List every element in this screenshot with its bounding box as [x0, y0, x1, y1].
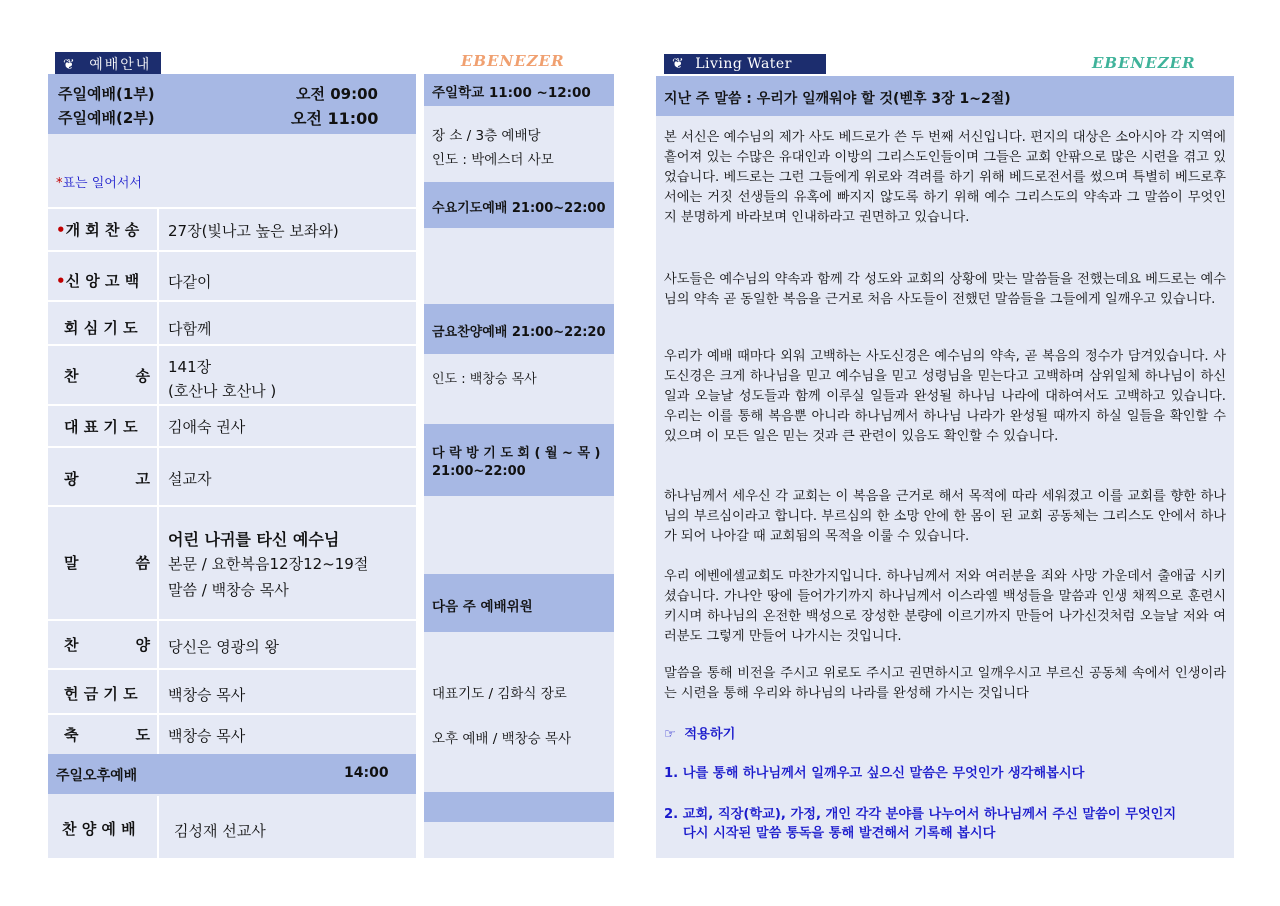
service2-time: 오전 11:00 [291, 109, 379, 128]
order-value-hymn-title: (호산나 호산나 ) [168, 382, 277, 400]
praise-service-label: 찬 양 예 배 [62, 820, 136, 838]
order-value-representative-prayer: 김애숙 권사 [168, 418, 246, 436]
friday-praise-header: 금요찬양예배 21:00~22:20 [432, 325, 606, 340]
sunday-school-header: 주일학교 11:00 ~12:00 [432, 85, 591, 101]
sermon-paragraph-5: 우리 에벤에셀교회도 마찬가지입니다. 하나님께서 저와 여러분을 죄와 사망 가운데서 출애굽 시키셨습니다. 가나안 땅에 들어가기까지 하나님께서 이스라엘 백성들을 말씀과 인생 채찍으로 훈련시키시며 하나님의 온전한 백성으로 장성한 분량에 이르기까지 만들어 나가신것처럼 오늘날 저와 여러분도 그렇게 만들어 나가시는 것입니다. [664, 569, 1226, 644]
upper-room-prayer-header: 다 락 방 기 도 회 ( 월 ~ 목 ) [432, 446, 601, 461]
order-label-offering-prayer: 헌 금 기 도 [64, 685, 138, 703]
order-value-announcements: 설교자 [168, 470, 212, 488]
sermon-paragraph-2: 사도들은 예수님의 약속과 함께 각 성도와 교회의 상황에 맞는 말씀들을 전했는데요 베드로는 예수님의 약속 곧 동일한 복음을 근거로 처음 사도들이 전했던 말씀들을 그들에게 일깨우고 있습니다. [664, 272, 1226, 307]
sunday-school-guide: 인도 : 박에스더 사모 [432, 152, 554, 168]
order-value-opening-hymn: 27장(빛나고 높은 보좌와) [168, 222, 339, 240]
ornament-icon: ❦ [63, 57, 77, 73]
application-title: ☞ 적용하기 [664, 727, 736, 742]
order-label-sermon: 말 씀 [64, 554, 150, 572]
wednesday-prayer-header: 수요기도예배 21:00~22:00 [432, 201, 606, 216]
next-week-committee-header: 다음 주 예배위원 [432, 599, 533, 615]
afternoon-service-time: 14:00 [344, 765, 389, 781]
order-value-hymn: 141장 [168, 358, 212, 376]
sermon-paragraph-4: 하나님께서 세우신 각 교회는 이 복음을 근거로 해서 목적에 따라 세워졌고 이를 교회를 향한 하나님의 부르심이라고 합니다. 부르심의 한 소망 안에 한 몸이 된 교회 공동체는 그리스도 안에서 하나가 되어 나아갈 때 교회됨의 목적을 이룰 수 있습니다. [664, 489, 1226, 544]
worship-guide-tag [55, 52, 161, 76]
standing-marker: * [56, 176, 63, 191]
living-water-title: Living Water [695, 56, 792, 72]
order-label-opening-hymn: •개 회 찬 송 [56, 221, 140, 239]
application-item-2-cont: 다시 시작된 말씀 통독을 통해 발견해서 기록해 봅시다 [683, 826, 996, 841]
order-label-representative-prayer: 대 표 기 도 [64, 418, 138, 436]
pointing-hand-icon: ☞ [664, 727, 676, 742]
order-label-praise: 찬 양 [64, 636, 150, 654]
standing-note: *표는 일어서서 [56, 176, 142, 191]
service1-label: 주일예배(1부) [58, 85, 155, 103]
ebenezer-logo-right: EBENEZER [1092, 54, 1196, 72]
order-label-repentance-prayer: 회 심 기 도 [64, 319, 138, 337]
service1-time: 오전 09:00 [296, 85, 378, 103]
sermon-scripture: 본문 / 요한복음12장12~19절 [168, 555, 369, 573]
sunday-school-place: 장 소 / 3층 예배당 [432, 128, 541, 144]
application-item-1: 1. 나를 통해 하나님께서 일깨우고 싶으신 말씀은 무엇인가 생각해봅시다 [664, 766, 1085, 781]
worship-guide-title: 예배안내 [89, 57, 152, 73]
order-value-benediction: 백창승 목사 [168, 727, 246, 745]
order-value-confession: 다같이 [168, 273, 212, 291]
application-item-2: 2. 교회, 직장(학교), 가정, 개인 각각 분야를 나누어서 하나님께서 주신 말씀이 무엇인지 [664, 807, 1177, 822]
next-week-rep-prayer: 대표기도 / 김화식 장로 [432, 686, 567, 702]
sermon-paragraph-1: 본 서신은 예수님의 제가 사도 베드로가 쓴 두 번째 서신입니다. 편지의 대상은 소아시아 각 지역에 흩어져 있는 수많은 유대인과 이방의 그리스도인들이며 그들은 교회 안팎으로 많은 시련을 겪고 있었습니다. 베드로는 그런 그들에게 위로와 격려를 하기 위해 베드로전서를 썼으며 특별히 베드로후서에는 거짓 선생들의 유혹에 빠지지 않도록 하기 위해 예수 그리스도의 약속과 그 말씀이 무엇인지 분명하게 바라보며 인내하라고 권면하고 있습니다. [664, 130, 1226, 225]
sermon-title: 어린 나귀를 타신 예수님 [168, 530, 340, 549]
order-label-benediction: 축 도 [64, 726, 150, 744]
sermon-paragraph-6: 말씀을 통해 비전을 주시고 위로도 주시고 권면하시고 일깨우시고 부르신 공동체 속에서 인생이라는 시련을 통해 우리와 하나님의 나라를 완성해 가시는 것입니다 [664, 666, 1226, 701]
order-label-hymn: 찬 송 [64, 367, 150, 385]
order-value-repentance-prayer: 다함께 [168, 320, 212, 338]
living-water-tag [664, 54, 826, 74]
order-value-praise: 당신은 영광의 왕 [168, 638, 279, 656]
order-label-announcements: 광 고 [64, 470, 150, 488]
ornament-icon: ❦ [672, 56, 685, 72]
service2-label: 주일예배(2부) [58, 109, 155, 127]
friday-praise-guide: 인도 : 백창승 목사 [432, 372, 537, 387]
sermon-paragraph-3: 우리가 예배 때마다 외워 고백하는 사도신경은 예수님의 약속, 곧 복음의 정수가 담겨있습니다. 사도신경은 크게 하나님을 믿고 예수님을 믿고 성령님을 믿는다고 고백하며 삼위일체 하나님이 하신 일과 오늘날 성도들과 함께 이루실 일들과 완성될 하나님 나라에 대하여서도 고백하고 있습니다. 우리는 이를 통해 복음뿐 아니라 하나님께서 하나님 나라가 완성될 때까지 하실 일들을 확인할 수 있으며 이 모든 일은 믿는 것과 큰 관련이 있음도 확인할 수 있습니다. [664, 349, 1226, 444]
afternoon-service-label: 주일오후예배 [56, 768, 138, 784]
next-week-afternoon: 오후 예배 / 백창승 목사 [432, 731, 572, 747]
order-value-offering-prayer: 백창승 목사 [168, 686, 246, 704]
ebenezer-logo-left: EBENEZER [461, 52, 565, 70]
praise-service-value: 김성재 선교사 [174, 822, 266, 840]
sermon-preacher: 말씀 / 백창승 목사 [168, 581, 289, 599]
upper-room-prayer-time: 21:00~22:00 [432, 464, 526, 479]
order-label-confession: •신 앙 고 백 [56, 272, 140, 290]
sermon-summary-heading: 지난 주 말씀 : 우리가 일깨워야 할 것(벧후 3장 1~2절) [664, 91, 1011, 107]
